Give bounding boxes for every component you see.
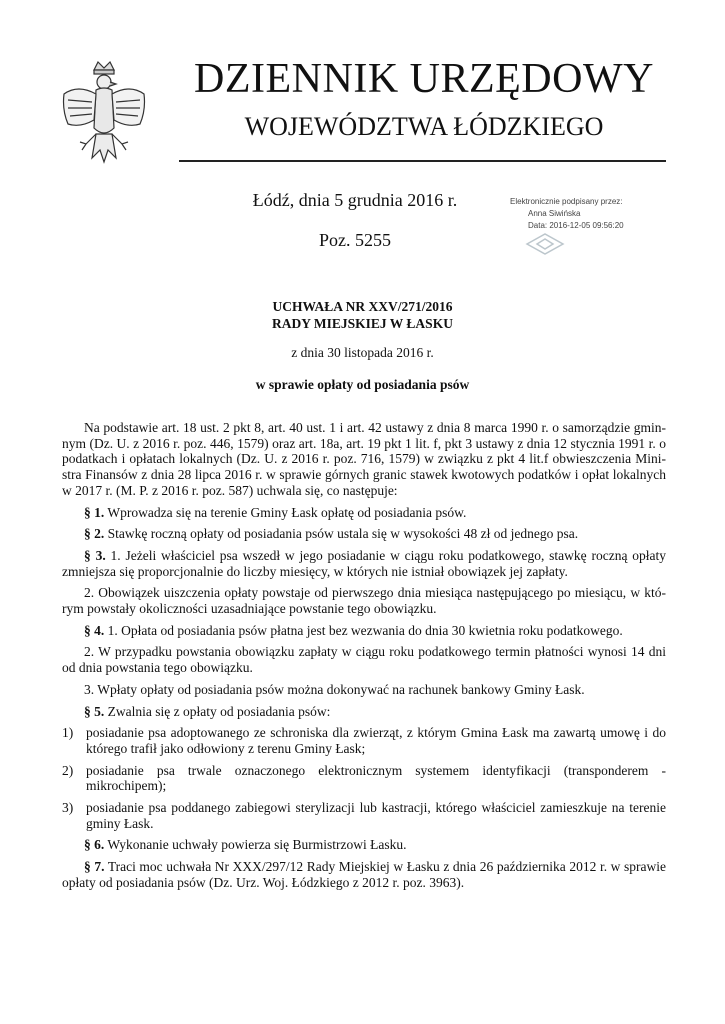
section-4-paragraph-3: 3. Wpłaty opłaty od posiadania psów można dokonywać na rachunek bankowy Gminy Łask. — [84, 681, 585, 697]
section-6-text: Wykonanie uchwały powierza się Burmistrzowi Łasku. — [104, 837, 407, 853]
section-5 — [62, 704, 666, 720]
section-7-text: Traci moc uchwała Nr XXX/297/12 Rady Miejskiej w Łasku z dnia 26 października 2012 r. w sprawie opłaty od posiadania psów (Dz. Urz. Woj. Łódzkiego z 2012 r. poz. 3963). — [62, 859, 666, 890]
section-3-text: 1. Jeżeli właściciel psa wszedł w jego posiadanie w ciągu roku podatkowego, stawkę roczną opłaty zmniejsza się proporcjonalnie do liczby miesięcy, w których nie istniał obowiązek jej zapłaty. — [62, 547, 667, 579]
signature-mark-icon — [525, 232, 565, 256]
section-3 — [62, 548, 666, 579]
place-date: Łódź, dnia 5 grudnia 2016 r. — [252, 190, 458, 210]
section-6-mark: § 6. — [84, 837, 105, 853]
section-2 — [62, 526, 666, 542]
section-4-mark: § 4. — [84, 622, 105, 638]
section-7-mark: § 7. — [84, 859, 105, 875]
eagle-emblem-icon — [58, 58, 150, 178]
section-1-mark: § 1. — [84, 504, 105, 520]
section-1-text: Wprowadza się na terenie Gminy Łask opłatę od posiadania psów. — [104, 504, 467, 520]
section-2-text: Stawkę roczną opłaty od posiadania psów ustala się w wysokości 48 zł od jednego psa. — [104, 526, 579, 542]
section-7 — [62, 859, 666, 890]
section-3-mark: § 3. — [84, 547, 106, 563]
resolution-subject: w sprawie opłaty od posiadania psów — [255, 377, 470, 392]
journal-subtitle: WOJEWÓDZTWA ŁÓDZKIEGO — [244, 112, 604, 141]
exemption-item-number: 1) — [62, 725, 74, 741]
exemption-item — [62, 763, 666, 794]
exemption-item-text: posiadanie psa trwale oznaczonego elektronicznym systemem identyfikacji (transponderem - mikrochipem); — [86, 762, 666, 794]
section-4-text: 1. Opłata od posiadania psów płatna jest bez wezwania do dnia 30 kwietnia roku podatkowego. — [104, 622, 623, 638]
section-5-mark: § 5. — [84, 703, 105, 719]
electronic-signature — [510, 196, 710, 232]
exemption-item-text: posiadanie psa poddanego zabiegowi sterylizacji lub kastracji, którego właściciel zamieszkuje na terenie gminy Łask. — [86, 800, 666, 831]
section-1 — [62, 505, 666, 521]
signature-label: Elektronicznie podpisany przez: — [510, 197, 623, 206]
preamble: Na podstawie art. 18 ust. 2 pkt 8, art. 40 ust. 1 i art. 42 ustawy z dnia 8 marca 1990 r. o samorządzie gmin-nym (Dz. U. z 2016 r. poz. 446, 1579) oraz art. 18a, art. 19 pkt 1 lit. f, pkt 3 ustawy z dnia 12 stycznia 1991 r. o podatkach i opłatach lokalnych (Dz. U. z 2016 r. poz. 716, 1579) w związku z pkt 4 lit.f obwieszczenia Mini-stra Finansów z dnia 28 lipca 2016 r. w sprawie górnych granic stawek kwotowych podatków i opłat lokalnych w 2017 r. (M. P. z 2016 r. poz. 587) uchwala się, co następuje: — [62, 420, 666, 498]
exemption-item — [62, 800, 666, 831]
signature-date: Data: 2016-12-05 09:56:20 — [528, 221, 624, 230]
section-6 — [62, 837, 666, 853]
header-divider — [179, 160, 666, 162]
exemption-item-number: 3) — [62, 800, 74, 816]
exemption-item-text: posiadanie psa adoptowanego ze schroniska dla zwierząt, z którym Gmina Łask ma zawartą umowę i do którego trafił jako odłowiony z terenu Gminy Łask; — [86, 725, 666, 756]
position-number: Poz. 5255 — [319, 230, 391, 250]
resolution-title — [150, 298, 575, 332]
exemption-item — [62, 725, 666, 756]
section-2-mark: § 2. — [84, 526, 105, 542]
exemption-item-number: 2) — [62, 762, 74, 778]
resolution-body — [62, 420, 666, 891]
journal-title: DZIENNIK URZĘDOWY — [194, 56, 654, 102]
section-5-text: Zwalnia się z opłaty od posiadania psów: — [104, 703, 331, 719]
signature-name: Anna Siwińska — [528, 209, 581, 218]
section-4-paragraph-2: 2. W przypadku powstania obowiązku zapłaty w ciągu roku podatkowego termin płatności wynosi 14 dni od dnia powstania tego obowiązku. — [62, 644, 666, 676]
section-4 — [62, 623, 666, 639]
resolution-title-line1: UCHWAŁA NR XXV/271/2016 — [272, 299, 453, 314]
resolution-title-line2: RADY MIEJSKIEJ W ŁASKU — [272, 316, 453, 331]
section-3-paragraph-2: 2. Obowiązek uiszczenia opłaty powstaje od pierwszego dnia miesiąca następującego po miesiącu, w któ-rym powstały okoliczności uzasadniające powstanie tego obowiązku. — [62, 585, 666, 617]
resolution-date: z dnia 30 listopada 2016 r. — [291, 345, 434, 360]
